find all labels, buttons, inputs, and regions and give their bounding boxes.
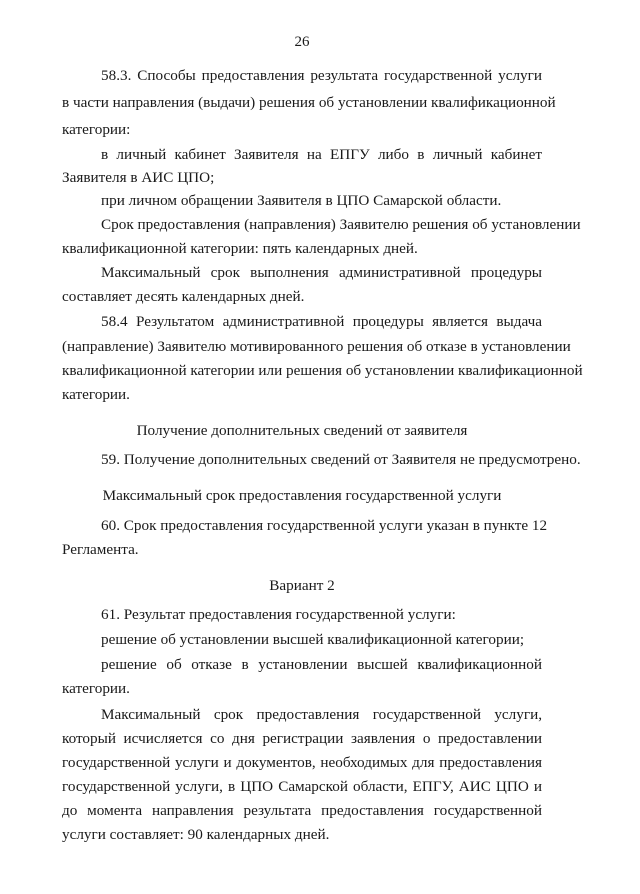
paragraph-refusal-line-1: решение об отказе в установлении высшей квалификационной	[101, 656, 542, 673]
paragraph-58-4-line-2: (направление) Заявителю мотивированного решения об отказе в установлении	[62, 338, 571, 355]
paragraph-60-line-2: Регламента.	[62, 541, 139, 558]
heading-additional-info: Получение дополнительных сведений от заявителя	[136, 422, 468, 439]
paragraph-epgu-line-2: Заявителя в АИС ЦПО;	[62, 169, 215, 186]
paragraph-max-service-term-line-1: Максимальный срок предоставления государственной услуги,	[101, 706, 542, 723]
page-number: 26	[294, 34, 310, 50]
paragraph-max-service-term-line-4: государственной услуги, в ЦПО Самарской области, ЕПГУ, АИС ЦПО и	[62, 778, 542, 795]
paragraph-58-4-line-1: 58.4 Результатом административной процедуры является выдача	[101, 313, 542, 330]
paragraph-59: 59. Получение дополнительных сведений от Заявителя не предусмотрено.	[101, 451, 581, 468]
heading-variant-2: Вариант 2	[269, 577, 335, 594]
paragraph-term-line-1: Срок предоставления (направления) Заявителю решения об установлении	[101, 216, 581, 233]
heading-max-term: Максимальный срок предоставления государственной услуги	[102, 487, 502, 504]
paragraph-58-3-line-3: категории:	[62, 121, 131, 138]
paragraph-term-line-2: квалификационной категории: пять календарных дней.	[62, 240, 418, 257]
paragraph-max-service-term-line-3: государственной услуги и документов, необходимых для предоставления	[62, 754, 542, 771]
paragraph-60-line-1: 60. Срок предоставления государственной услуги указан в пункте 12	[101, 517, 548, 534]
paragraph-max-term-line-1: Максимальный срок выполнения административной процедуры	[101, 264, 542, 281]
paragraph-58-4-line-3: квалификационной категории или решения об установлении квалификационной	[62, 362, 583, 379]
paragraph-58-3-line-2: в части направления (выдачи) решения об установлении квалификационной	[62, 94, 556, 111]
paragraph-61: 61. Результат предоставления государственной услуги:	[101, 606, 456, 623]
paragraph-58-4-line-4: категории.	[62, 386, 130, 403]
paragraph-max-service-term-line-2: который исчисляется со дня регистрации заявления о предоставлении	[62, 730, 542, 747]
paragraph-personal-visit: при личном обращении Заявителя в ЦПО Самарской области.	[101, 192, 502, 209]
paragraph-refusal-line-2: категории.	[62, 680, 130, 697]
paragraph-max-service-term-line-5: до момента направления результата предоставления государственной	[62, 802, 542, 819]
paragraph-max-term-line-2: составляет десять календарных дней.	[62, 288, 305, 305]
paragraph-max-service-term-line-6: услуги составляет: 90 календарных дней.	[62, 826, 330, 843]
paragraph-higher-category: решение об установлении высшей квалификационной категории;	[101, 631, 525, 648]
paragraph-epgu-line-1: в личный кабинет Заявителя на ЕПГУ либо в личный кабинет	[101, 146, 542, 163]
paragraph-58-3-line-1: 58.3. Способы предоставления результата государственной услуги	[101, 67, 542, 84]
